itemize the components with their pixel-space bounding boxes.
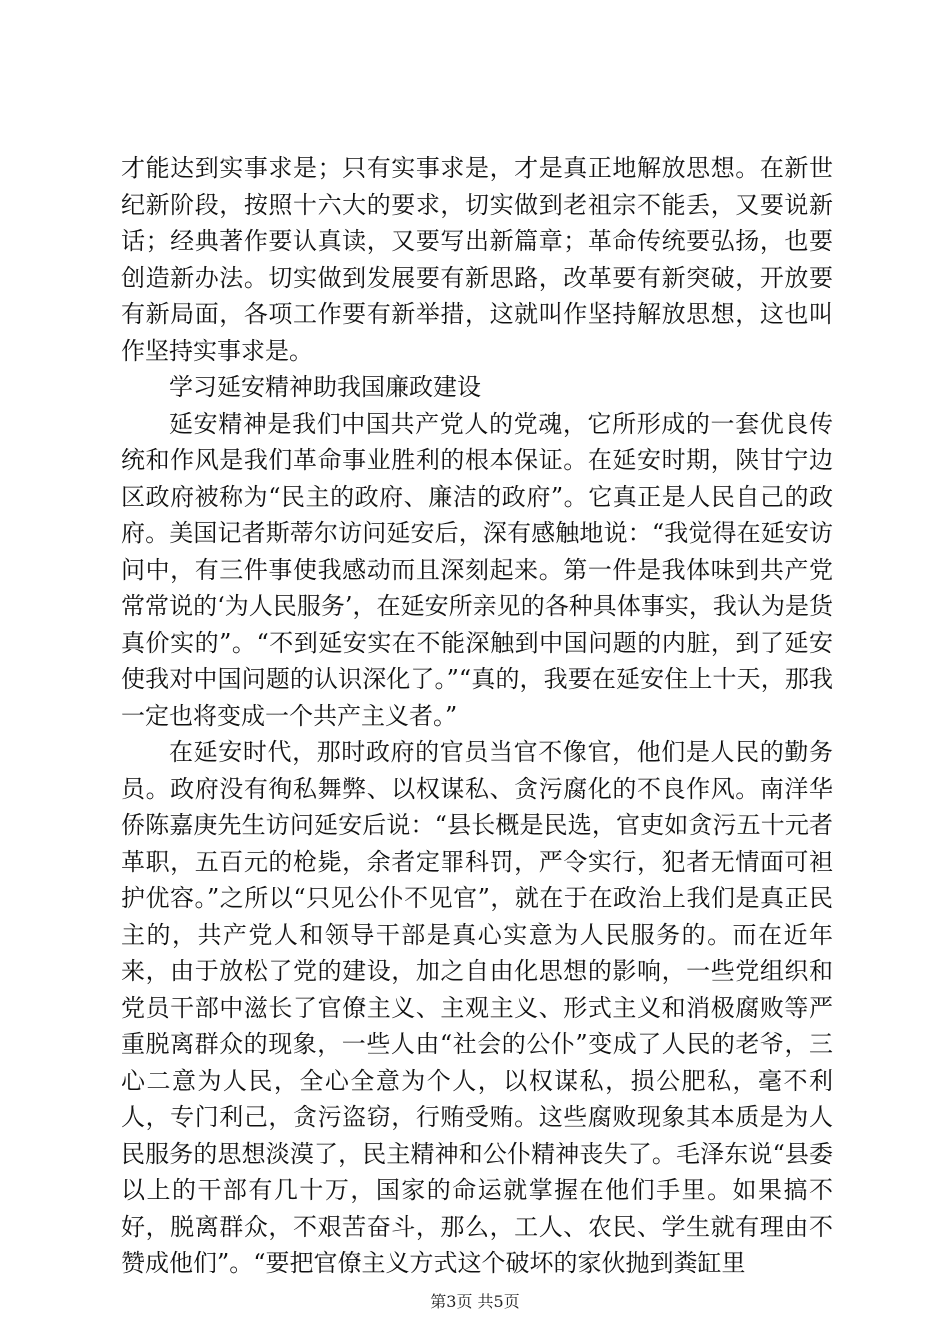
paragraph-yanan-spirit: 延安精神是我们中国共产党人的党魂，它所形成的一套优良传统和作风是我们革命事业胜利的根本保证。在延安时期，陕甘宁边区政府被称为“民主的政府、廉洁的政府”。它真正是人民自己的政府。美国记者斯蒂尔访问延安后，深有感触地说：“我觉得在延安访问中，有三件事使我感动而且深刻起来。第一件是我体味到共产党常常说的‘为人民服务’，在延安所亲见的各种具体事实，我认为是货真价实的”。“不到延安实在不能深触到中国问题的内脏，到了延安使我对中国问题的认识深化了。”“真的，我要在延安住上十天，那我一定也将变成一个共产主义者。” [121, 409, 833, 730]
paragraph-continuation: 才能达到实事求是；只有实事求是，才是真正地解放思想。在新世纪新阶段，按照十六大的要求，切实做到老祖宗不能丢，又要说新话；经典著作要认真读，又要写出新篇章；革命传统要弘扬，也要创造新办法。切实做到发展要有新思路，改革要有新突破，开放要有新局面，各项工作要有新举措，这就叫作坚持解放思想，这也叫作坚持实事求是。 [121, 154, 833, 365]
page-footer: 第3页 共5页 [430, 1292, 520, 1311]
paragraph-yanan-era: 在延安时代，那时政府的官员当官不像官，他们是人民的勤务员。政府没有徇私舞弊、以权谋私、贪污腐化的不良作风。南洋华侨陈嘉庚先生访问延安后说：“县长概是民选，官吏如贪污五十元者革职，五百元的枪毙，余者定罪科罚，严令实行，犯者无情面可袒护优容。”之所以“只见公仆不见官”，就在于在政治上我们是真正民主的，共产党人和领导干部是真心实意为人民服务的。而在近年来，由于放松了党的建设，加之自由化思想的影响，一些党组织和党员干部中滋长了官僚主义、主观主义、形式主义和消极腐败等严重脱离群众的现象，一些人由“社会的公仆”变成了人民的老爷，三心二意为人民，全心全意为个人，以权谋私，损公肥私，毫不利人，专门利己，贪污盗窃，行贿受贿。这些腐败现象其本质是为人民服务的思想淡漠了，民主精神和公仆精神丧失了。毛泽东说“县委以上的干部有几十万，国家的命运就掌握在他们手里。如果搞不好，脱离群众，不艰苦奋斗，那么，工人、农民、学生就有理由不赞成他们”。“要把官僚主义方式这个破坏的家伙抛到粪缸里 [121, 738, 833, 1277]
document-body [121, 150, 833, 1282]
section-heading: 学习延安精神助我国廉政建设 [169, 373, 481, 401]
